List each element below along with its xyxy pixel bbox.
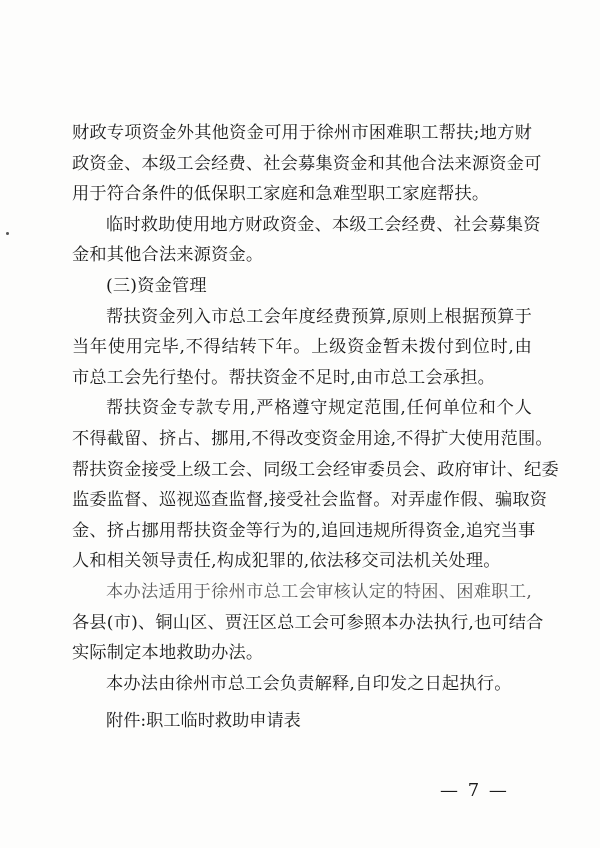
page-number: — 7 —: [440, 780, 509, 801]
text-line: 金和其他合法来源资金。: [72, 245, 264, 266]
paragraph-temporary-relief: [72, 210, 541, 271]
text-line: 各县(市)、铜山区、贾汪区总工会可参照本办法执行,也可结合: [72, 612, 544, 633]
text-line: 不得截留、挤占、挪用,不得改变资金用途,不得扩大使用范围。: [72, 428, 553, 449]
paragraph-funding-use: [72, 118, 542, 210]
text-line: 帮扶资金专款专用,严格遵守规定范围,任何单位和个人: [106, 398, 532, 419]
text-line: 财政专项资金外其他资金可用于徐州市困难职工帮扶;地方财: [72, 123, 532, 143]
section-heading-fund-management: [72, 271, 532, 302]
text-line: 用于符合条件的低保职工家庭和急难型职工家庭帮扶。: [72, 184, 490, 205]
paragraph-scope: [72, 577, 544, 669]
text-line: 本办法适用于徐州市总工会审核认定的特困、困难职工,: [106, 581, 532, 602]
text-line: 当年使用完毕,不得结转下年。上级资金暂未拨付到位时,由: [72, 337, 532, 358]
text-line: 临时救助使用地方财政资金、本级工会经费、社会募集资: [106, 214, 541, 235]
text-line: 监委监督、巡视巡查监督,接受社会监督。对弄虚作假、骗取资: [72, 490, 548, 511]
margin-mark: [6, 232, 9, 235]
attachment-note: 附件:职工临时救助申请表: [106, 711, 301, 731]
text-line: 金、挤占挪用帮扶资金等行为的,追回违规所得资金,追究当事: [72, 520, 536, 541]
document-body: [72, 118, 559, 699]
text-line: 本办法由徐州市总工会负责解释,自印发之日起执行。: [106, 673, 512, 694]
text-line: 政资金、本级工会经费、社会募集资金和其他合法来源资金可: [72, 153, 542, 174]
section-heading-text: (三)资金管理: [106, 275, 207, 296]
text-line: 帮扶资金接受上级工会、同级工会经审委员会、政府审计、纪委: [72, 459, 559, 480]
text-line: 实际制定本地救助办法。: [72, 643, 264, 664]
paragraph-supervision: [72, 393, 559, 577]
text-line: 人和相关领导责任,构成犯罪的,依法移交司法机关处理。: [72, 551, 501, 572]
text-line: 帮扶资金列入市总工会年度经费预算,原则上根据预算于: [106, 306, 532, 327]
text-line: 市总工会先行垫付。帮扶资金不足时,由市总工会承担。: [72, 367, 495, 388]
paragraph-budget: [72, 302, 532, 394]
paragraph-interpretation: [72, 669, 532, 700]
